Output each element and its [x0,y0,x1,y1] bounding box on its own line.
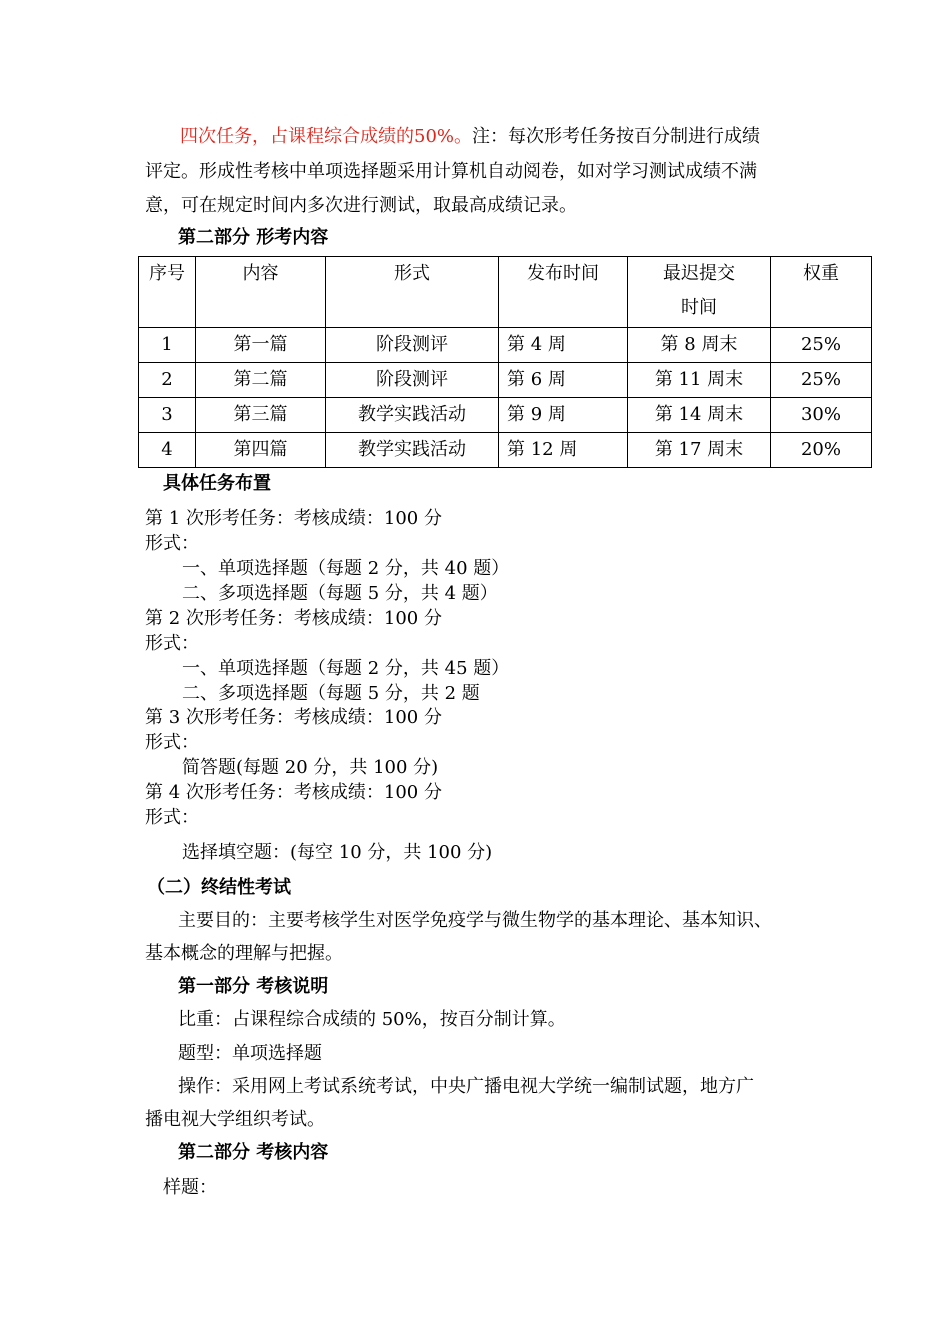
cell-release: 第 9 周 [499,398,628,433]
operation-line-2: 播电视大学组织考试。 [145,1109,325,1130]
task-1-title: 第 1 次形考任务：考核成绩：100 分 [145,508,442,529]
header-release: 发布时间 [499,257,628,328]
cell-content: 第四篇 [196,433,326,468]
cell-seq: 4 [139,433,196,468]
task-4-title: 第 4 次形考任务：考核成绩：100 分 [145,782,442,803]
final-exam-heading: （二）终结性考试 [147,877,291,898]
cell-weight: 30% [771,398,872,433]
tasks-heading: 具体任务布置 [163,473,271,494]
forms-section-heading: 第二部分 形考内容 [178,227,329,248]
table-row [139,433,872,468]
cell-release: 第 6 周 [499,363,628,398]
table-header-row [139,257,872,328]
cell-weight: 25% [771,363,872,398]
header-form: 形式 [326,257,499,328]
cell-form: 教学实践活动 [326,398,499,433]
task-2-form-label: 形式： [145,633,199,654]
table-row [139,398,872,433]
cell-form: 阶段测评 [326,363,499,398]
task-1-item-2: 二、多项选择题（每题 5 分，共 4 题） [182,583,498,604]
type-line: 题型：单项选择题 [178,1043,322,1064]
cell-seq: 2 [139,363,196,398]
table-row [139,328,872,363]
final-part2-heading: 第二部分 考核内容 [178,1142,329,1163]
task-3-title: 第 3 次形考任务：考核成绩：100 分 [145,707,442,728]
intro-line-1 [180,126,760,148]
sample-label: 样题： [163,1177,217,1198]
cell-content: 第三篇 [196,398,326,433]
weight-line: 比重：占课程综合成绩的 50%，按百分制计算。 [178,1009,566,1030]
header-deadline-line1: 最迟提交 [663,263,735,284]
intro-line-3: 意，可在规定时间内多次进行测试，取最高成绩记录。 [145,195,577,216]
purpose-line-2: 基本概念的理解与把握。 [145,943,343,964]
task-3-form-label: 形式： [145,732,199,753]
cell-release: 第 12 周 [499,433,628,468]
final-part1-heading: 第一部分 考核说明 [178,976,329,997]
cell-seq: 1 [139,328,196,363]
table-row [139,363,872,398]
intro-line-2: 评定。形成性考核中单项选择题采用计算机自动阅卷，如对学习测试成绩不满 [145,161,757,182]
task-4-item-1: 选择填空题：(每空 10 分，共 100 分) [182,842,493,863]
header-deadline-line2: 时间 [681,297,717,318]
task-4-form-label: 形式： [145,807,199,828]
header-weight: 权重 [771,257,872,328]
intro-note: 注：每次形考任务按百分制进行成绩 [472,126,761,147]
header-deadline [628,257,771,328]
cell-content: 第一篇 [196,328,326,363]
assessment-table [138,256,872,468]
header-seq: 序号 [139,257,196,328]
cell-form: 阶段测评 [326,328,499,363]
operation-line-1: 操作：采用网上考试系统考试，中央广播电视大学统一编制试题，地方广 [178,1076,754,1097]
cell-content: 第二篇 [196,363,326,398]
cell-seq: 3 [139,398,196,433]
task-2-title: 第 2 次形考任务：考核成绩：100 分 [145,608,442,629]
task-2-item-1: 一、单项选择题（每题 2 分，共 45 题） [182,658,510,679]
task-1-form-label: 形式： [145,533,199,554]
purpose-line-1: 主要目的：主要考核学生对医学免疫学与微生物学的基本理论、基本知识、 [178,910,772,931]
cell-deadline: 第 11 周末 [628,363,771,398]
cell-deadline: 第 14 周末 [628,398,771,433]
cell-release: 第 4 周 [499,328,628,363]
cell-deadline: 第 8 周末 [628,328,771,363]
cell-weight: 20% [771,433,872,468]
task-2-item-2: 二、多项选择题（每题 5 分，共 2 题 [182,683,480,704]
header-content: 内容 [196,257,326,328]
cell-form: 教学实践活动 [326,433,499,468]
task-3-item-1: 简答题(每题 20 分，共 100 分) [182,757,439,778]
cell-deadline: 第 17 周末 [628,433,771,468]
task-1-item-1: 一、单项选择题（每题 2 分，共 40 题） [182,558,510,579]
intro-highlight: 四次任务，占课程综合成绩的50%。 [180,126,473,147]
cell-weight: 25% [771,328,872,363]
